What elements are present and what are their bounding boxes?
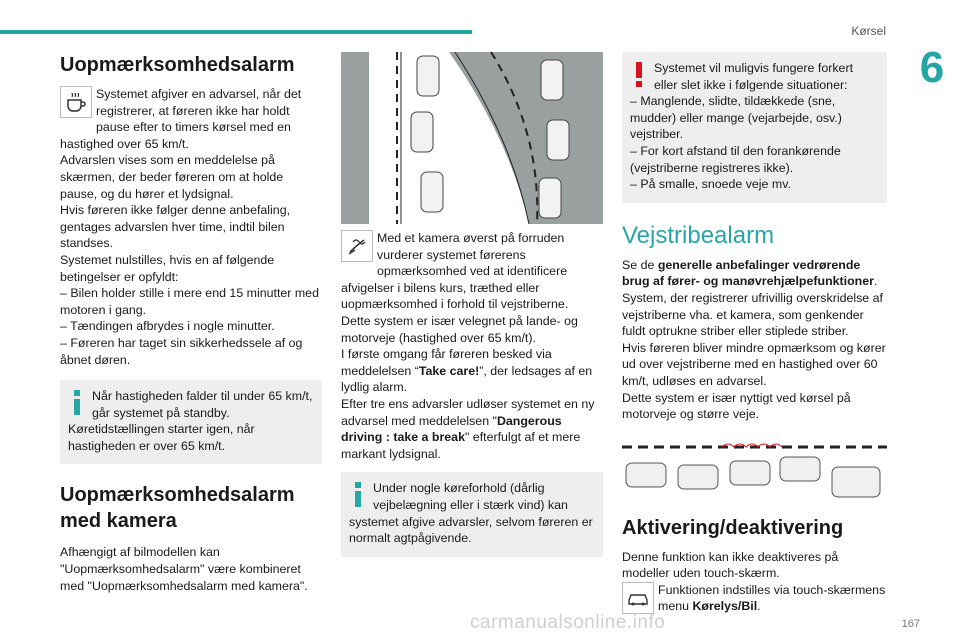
- paragraph: Advarslen vises som en meddelelse på skærmen, der beder føreren om at holde pause, og du hører et lydsignal.: [60, 153, 284, 201]
- chapter-number: 6: [919, 43, 945, 92]
- info-text: Køretidstællingen starter igen, når hastigheden er over 65 km/t.: [68, 422, 255, 453]
- warning-list-item: – På smalle, snoede veje mv.: [630, 177, 791, 192]
- info-box: [60, 380, 322, 464]
- paragraph: Hvis føreren ikke følger denne anbefaling, gentages advarslen hver time, indtil bilen standses.: [60, 203, 291, 251]
- menu-instruction-block: [622, 582, 887, 615]
- car-icon: [622, 582, 654, 614]
- paragraph: Funktionen indstilles via touch-skærmens menu Kørelys/Bil.: [658, 582, 886, 614]
- paragraph: Efter tre ens advarsler udløser systemet en ny advarsel med meddelelsen "Dangerous driving : take a break" efterfulgt af et mere markant lydsignal.: [341, 396, 595, 461]
- steering-hand-icon: [341, 230, 373, 262]
- paragraph: Se de generelle anbefalinger vedrørende brug af fører- og manøvrehjælpefunktioner.: [622, 257, 878, 289]
- paragraph: Dette system er især nyttigt ved kørsel på motorveje og større veje.: [622, 390, 851, 422]
- warning-box: [622, 52, 887, 203]
- list-item: – Tændingen afbrydes i nogle minutter.: [60, 319, 275, 334]
- paragraph: Denne funktion kan ikke deaktiveres på modeller uden touch-skærm.: [622, 549, 839, 581]
- info-text: Under nogle køreforhold (dårlig vejbelægning eller i stærk vind) kan systemet afgive advarsler, selvom føreren er normalt agtpågivende.: [349, 481, 593, 546]
- paragraph: Dette system er især velegnet på lande- og motorveje (hastighed over 65 km/t).: [341, 313, 578, 345]
- paragraph: Hvis føreren bliver mindre opmærksom og kører ud over vejstriberne med en hastighed over 60 km/t, udløses en advarsel.: [622, 340, 886, 388]
- heading-vejstribealarm: Vejstribealarm: [622, 221, 775, 249]
- warning-icon: [632, 62, 646, 88]
- camera-intro-block: [341, 230, 603, 313]
- list-item: – Bilen holder stille i mere end 15 minutter med motoren i gang.: [60, 286, 319, 317]
- lane-drift-illustration: [341, 52, 603, 224]
- warning-text: Systemet vil muligvis fungere forkert eller slet ikke i følgende situationer:: [654, 61, 854, 92]
- section-name: Kørsel: [851, 24, 886, 38]
- info-icon: [70, 390, 84, 414]
- paragraph: System, der registrerer ufrivillig overskridelse af vejstriberne vha. et kamera, som genkender fuldt optrukne striber eller stiplede striber.: [622, 290, 883, 339]
- top-accent-bar: [0, 30, 472, 34]
- paragraph: Afhængigt af bilmodellen kan "Uopmærksomhedsalarm" være kombineret med "Uopmærksomhedsalarm med kamera".: [60, 545, 308, 593]
- intro-block: [60, 86, 322, 152]
- info-text: Når hastigheden falder til under 65 km/t, går systemet på standby.: [92, 389, 313, 420]
- column-1: [60, 52, 322, 594]
- chapter-tab: [904, 40, 960, 104]
- column-2: [341, 52, 603, 557]
- watermark: carmanualsonline.info: [470, 612, 666, 633]
- heading-uopmaerksomhedsalarm: Uopmærksomhedsalarm: [60, 54, 295, 76]
- warning-list-item: – Manglende, slidte, tildækkede (sne, mudder) eller mange (vejarbejde, osv.) vejstriber.: [630, 94, 842, 142]
- lane-departure-illustration: [622, 439, 887, 503]
- paragraph: Med et kamera øverst på forruden vurderer systemet førerens opmærksomhed ved at identificere afvigelser i bilens kurs, træthed eller uopmærksomhed i forhold til vejstriberne.: [341, 231, 569, 312]
- heading-aktivering: Aktivering/deaktivering: [622, 516, 844, 539]
- paragraph: Systemet afgiver en advarsel, når det registrerer, at føreren ikke har holdt pause efter to timers kørsel med en hastighed over 65 km/t.: [60, 87, 302, 151]
- coffee-cup-icon: [60, 86, 92, 118]
- warning-list-item: – For kort afstand til den forankørende (vejstriberne registreres ikke).: [630, 143, 841, 175]
- list-item: – Føreren har taget sin sikkerhedssele af og åbnet døren.: [60, 335, 303, 367]
- paragraph: I første omgang får føreren besked via meddelelsen “Take care!”, der ledsages af en lydlig alarm.: [341, 347, 593, 395]
- paragraph: Systemet nulstilles, hvis en af følgende betingelser er opfyldt:: [60, 252, 275, 284]
- info-box: [341, 472, 603, 556]
- heading-uopmaerksomhedsalarm-kamera: Uopmærksomhedsalarm med kamera: [60, 484, 295, 533]
- page-number: 167: [901, 618, 920, 630]
- info-icon: [351, 482, 365, 506]
- column-3: [622, 52, 887, 616]
